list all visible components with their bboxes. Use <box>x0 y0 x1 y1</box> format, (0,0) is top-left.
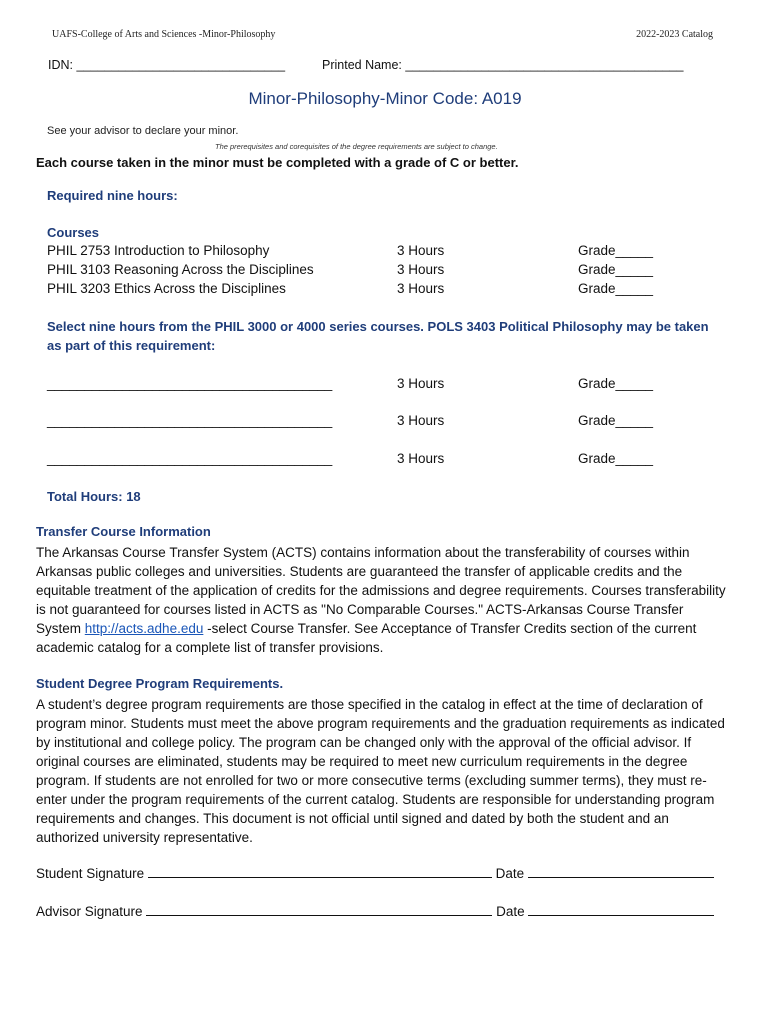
advisor-signature-label: Advisor Signature <box>36 904 143 919</box>
degree-paragraph: A student’s degree program requirements are those specified in the catalog in effect at the time of declaration of program minor. Students must meet the above program requirements and the graduation requirements as indicated by institutional and college policy. The program can be changed only with the approval of the official advisor. If original courses are eliminated, students may be required to meet new curriculum requirements in the degree program. If students are not enrolled for two or more consecutive terms (excluding summer terms), they must re-enter under the program requirements of the current catalog. Students are responsible for understanding program requirements and changes. This document is not official until signed and dated by both the student and an authorized university representative. <box>36 697 725 845</box>
select-heading-line2: as part of this requirement: <box>47 338 216 353</box>
student-signature-row <box>36 865 714 881</box>
student-signature-line[interactable] <box>148 865 492 878</box>
header-left: UAFS-College of Arts and Sciences -Minor-Philosophy <box>52 29 276 40</box>
transfer-text-end: -select Course Transfer. See Acceptance of Transfer Credits section of the current academic catalog for a complete list of transfer provisions. <box>36 621 697 655</box>
course-hours: 3 Hours <box>397 281 445 296</box>
printed-name-field[interactable]: Printed Name: ________________________________________ <box>322 58 684 72</box>
elective-hours: 3 Hours <box>397 376 445 391</box>
courses-heading: Courses <box>47 225 100 240</box>
elective-course-blank[interactable]: ______________________________________ <box>47 376 333 391</box>
transfer-heading: Transfer Course Information <box>36 524 211 539</box>
course-grade[interactable]: Grade_____ <box>578 262 654 277</box>
elective-course-blank[interactable]: ______________________________________ <box>47 451 333 466</box>
acts-link[interactable]: http://acts.adhe.edu <box>84 621 204 636</box>
total-hours: Total Hours: 18 <box>47 489 141 504</box>
prereq-note: The prerequisites and corequisites of the degree requirements are subject to change. <box>215 142 498 151</box>
course-name: PHIL 3203 Ethics Across the Disciplines <box>47 281 286 296</box>
advisor-signature-line[interactable] <box>146 903 492 916</box>
page-title: Minor-Philosophy-Minor Code: A019 <box>248 89 522 108</box>
course-grade[interactable]: Grade_____ <box>578 243 654 258</box>
student-date-line[interactable] <box>528 865 714 878</box>
advisor-signature-row <box>36 903 714 919</box>
elective-course-blank[interactable]: ______________________________________ <box>47 413 333 428</box>
elective-grade[interactable]: Grade_____ <box>578 451 654 466</box>
elective-grade[interactable]: Grade_____ <box>578 413 654 428</box>
elective-hours: 3 Hours <box>397 451 445 466</box>
required-heading: Required nine hours: <box>47 188 178 203</box>
student-date-label: Date <box>495 866 525 881</box>
degree-heading: Student Degree Program Requirements. <box>36 676 284 691</box>
course-hours: 3 Hours <box>397 243 445 258</box>
transfer-paragraph <box>36 543 726 657</box>
advisor-date-label: Date <box>496 904 525 919</box>
header-right: 2022-2023 Catalog <box>636 29 713 40</box>
advisor-note: See your advisor to declare your minor. <box>47 125 239 137</box>
course-name: PHIL 3103 Reasoning Across the Disciplines <box>47 262 314 277</box>
course-grade[interactable]: Grade_____ <box>578 281 654 296</box>
student-signature-label: Student Signature <box>36 866 145 881</box>
grade-requirement: Each course taken in the minor must be completed with a grade of C or better. <box>36 155 519 170</box>
select-heading-line1: Select nine hours from the PHIL 3000 or 4000 series courses. POLS 3403 Political Philosophy may be taken <box>47 319 709 334</box>
course-hours: 3 Hours <box>397 262 445 277</box>
transfer-text-start: The Arkansas Course Transfer System (ACTS) contains information about the transferability of courses within Arkansas public colleges and universities. Students are guaranteed the transfer of applicable credits and the equitable treatment of the application of credits for the admissions and degree requirements. Courses transferability is not guaranteed for courses listed in ACTS as "No Comparable Courses." ACTS-Arkansas Course Transfer System <box>36 545 726 636</box>
course-name: PHIL 2753 Introduction to Philosophy <box>47 243 270 258</box>
advisor-date-line[interactable] <box>528 903 714 916</box>
idn-field[interactable]: IDN: ______________________________ <box>48 58 286 72</box>
elective-hours: 3 Hours <box>397 413 445 428</box>
elective-grade[interactable]: Grade_____ <box>578 376 654 391</box>
